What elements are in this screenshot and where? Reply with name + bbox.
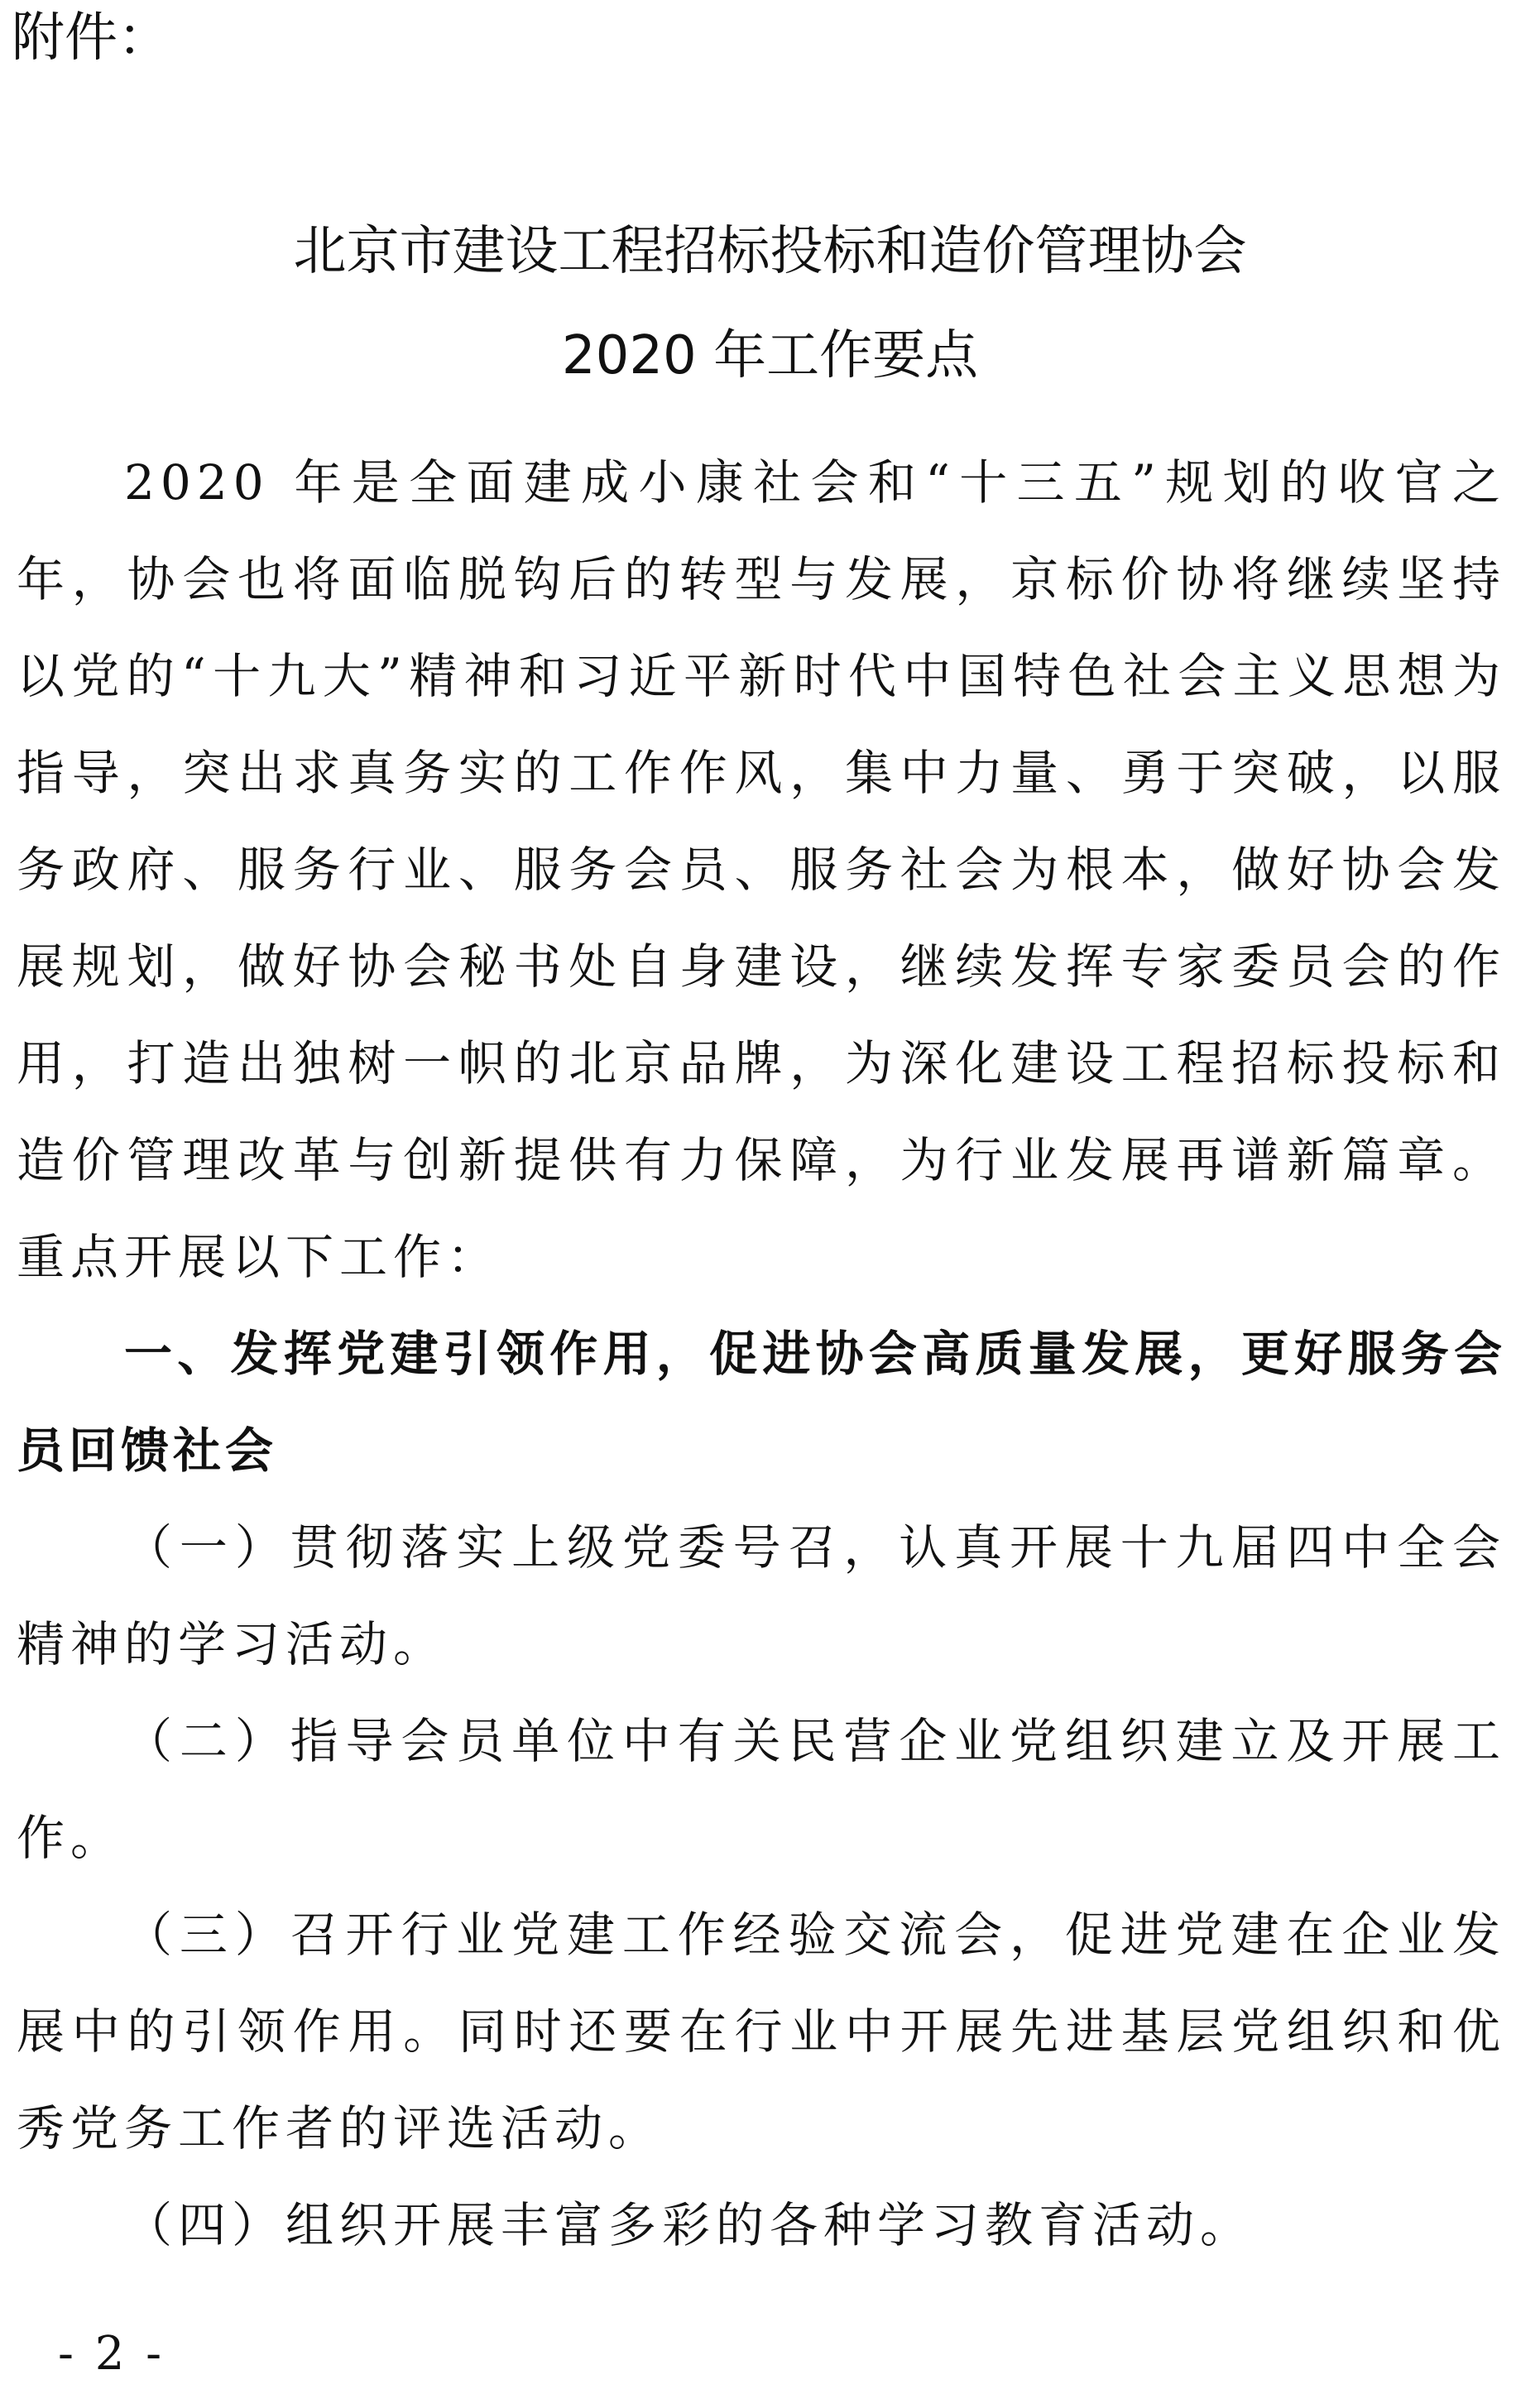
section-heading: 一、发挥党建引领作用，促进协会高质量发展，更好服务会员回馈社会 bbox=[17, 1326, 1506, 1479]
list-item: （四）组织开展丰富多彩的各种学习教育活动。 bbox=[124, 2197, 1255, 2253]
list-item: （三）召开行业党建工作经验交流会，促进党建在企业发展中的引领作用。同时还要在行业中开展先进基层党组织和优秀党务工作者的评选活动。 bbox=[17, 1907, 1506, 2156]
list-item: （二）指导会员单位中有关民营企业党组织建立及开展工作。 bbox=[17, 1713, 1506, 1866]
page-number: - 2 - bbox=[58, 2327, 166, 2381]
document-subtitle: 2020 年工作要点 bbox=[561, 325, 979, 386]
list-item: （一）贯彻落实上级党委号召，认真开展十九届四中全会精神的学习活动。 bbox=[17, 1519, 1506, 1672]
attachment-label: 附件： bbox=[12, 7, 170, 69]
document-title: 北京市建设工程招标投标和造价管理协会 bbox=[293, 221, 1247, 282]
intro-paragraph: 2020 年是全面建成小康社会和“十三五”规划的收官之年，协会也将面临脱钩后的转型与发展，京标价协将继续坚持以党的“十九大”精神和习近平新时代中国特色社会主义思想为指导，突出求真务实的工作作风，集中力量、勇于突破，以服务政府、服务行业、服务会员、服务社会为根本，做好协会发展规划，做好协会秘书处自身建设，继续发挥专家委员会的作用，打造出独树一帜的北京品牌，为深化建设工程招标投标和造价管理改革与创新提供有力保障，为行业发展再谱新篇章。重点开展以下工作： bbox=[17, 454, 1506, 1285]
document-body bbox=[17, 434, 1506, 2274]
